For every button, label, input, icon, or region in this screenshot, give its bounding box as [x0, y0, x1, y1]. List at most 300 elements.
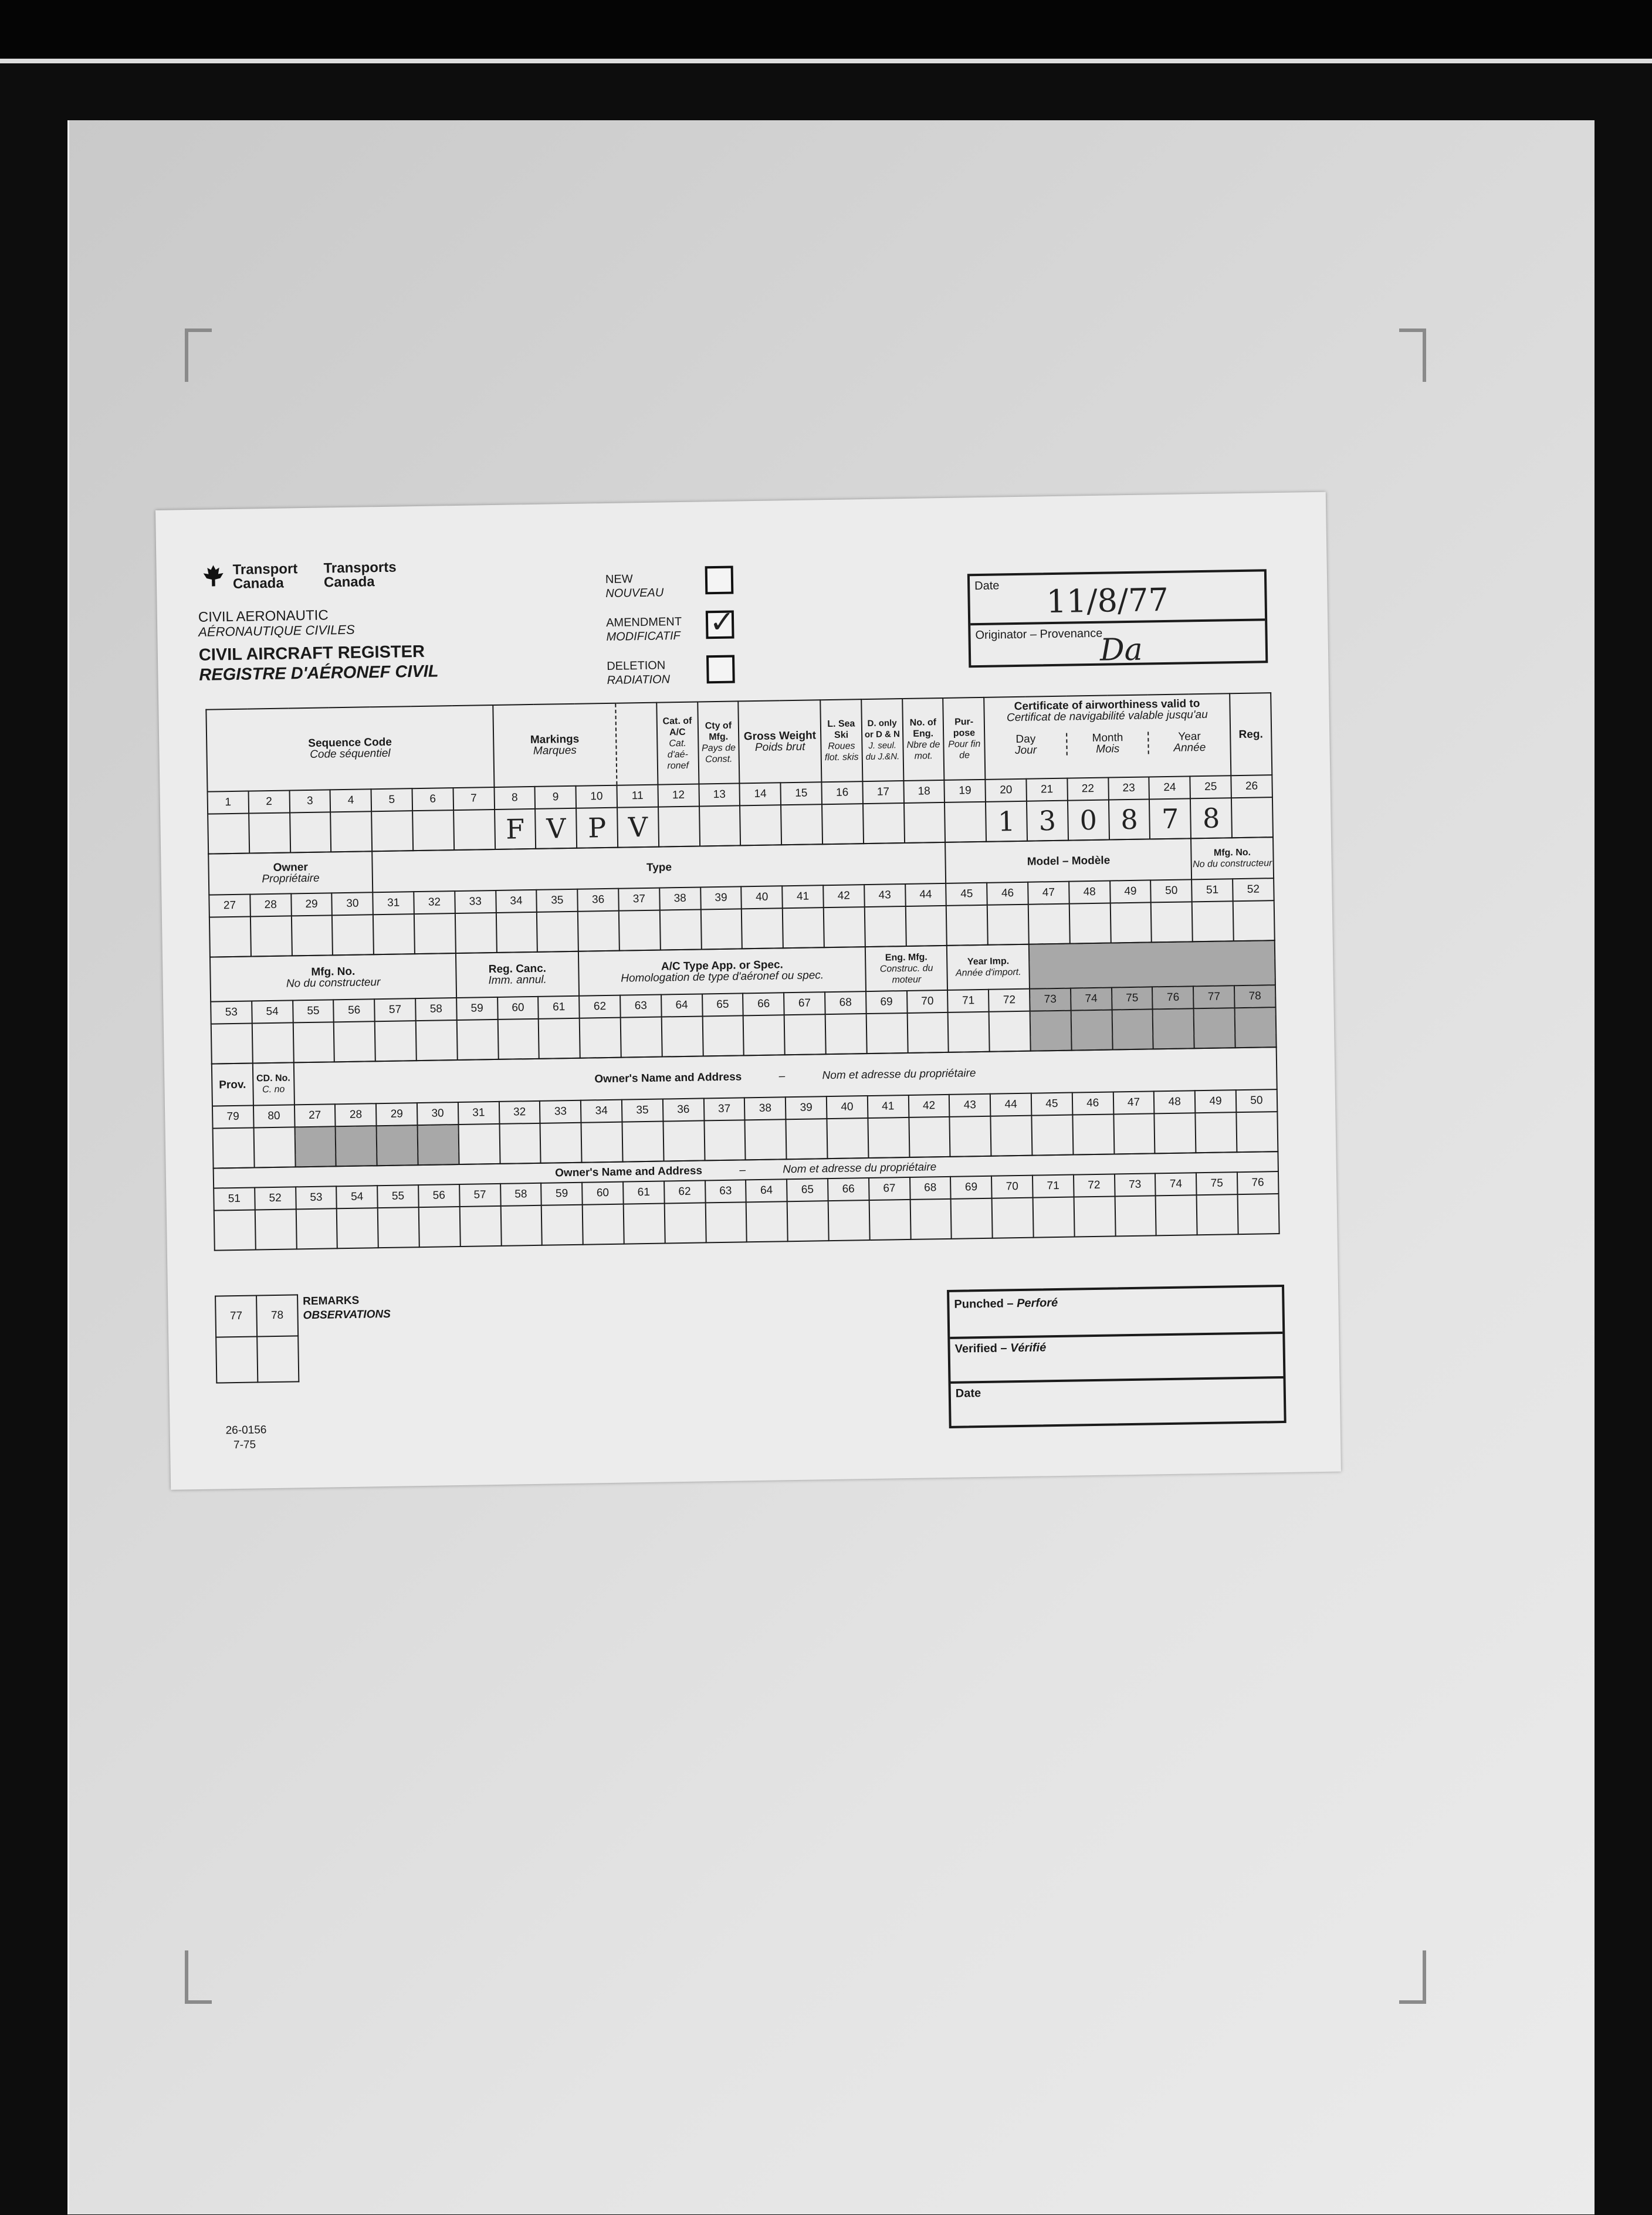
cell-value[interactable]	[1031, 1115, 1073, 1156]
col-num: 77	[215, 1295, 257, 1337]
cell-value[interactable]	[214, 1210, 256, 1250]
owner-header	[208, 851, 373, 895]
amendment-checkbox[interactable]	[706, 604, 736, 641]
crop-mark-bottom-left	[185, 1950, 212, 2004]
cell-value[interactable]	[499, 1123, 541, 1164]
col-num: 62	[664, 1180, 705, 1203]
cell-value[interactable]	[786, 1119, 828, 1159]
col-num: 1	[208, 791, 249, 814]
cd-no-label: CD. No.	[256, 1073, 290, 1084]
col-num: 55	[377, 1185, 418, 1208]
cell-value[interactable]	[784, 1014, 826, 1055]
cell-value[interactable]	[290, 812, 331, 852]
col-num: 45	[946, 883, 987, 906]
country-header	[698, 701, 740, 784]
cell-value[interactable]	[950, 1116, 991, 1157]
cell-value[interactable]	[1033, 1197, 1075, 1238]
eng-mfg-label: Eng. Mfg.	[885, 951, 927, 963]
crop-mark-top-right	[1399, 328, 1426, 382]
deletion-checkbox[interactable]	[706, 655, 735, 684]
col-num: 55	[293, 1000, 334, 1022]
purpose-header	[943, 697, 986, 780]
cat-header	[656, 702, 699, 785]
type-approval-label: A/C Type App. or Spec.	[661, 959, 784, 973]
col-num: 66	[828, 1178, 869, 1201]
col-num: 37	[618, 888, 659, 911]
col-num: 40	[827, 1096, 868, 1119]
cell-value[interactable]	[1192, 901, 1234, 941]
col-num: 71	[1032, 1175, 1074, 1198]
row2-table	[208, 836, 1275, 958]
processing-box	[947, 1285, 1287, 1428]
cell-value[interactable]	[213, 1128, 255, 1169]
lsea-header	[820, 699, 862, 782]
col-num: 46	[987, 882, 1028, 905]
deletion-label	[607, 658, 670, 687]
markings-spacer	[615, 703, 658, 785]
month-header	[1066, 731, 1148, 755]
cell-value[interactable]	[619, 910, 661, 951]
col-num: 65	[702, 993, 743, 1016]
mfg-number-label-fr: No du constructeur	[286, 976, 381, 990]
marking-letter[interactable]: P	[576, 808, 618, 848]
col-num: 10	[576, 785, 617, 808]
cell-value[interactable]	[1110, 902, 1152, 943]
film-border-top	[0, 0, 1652, 59]
cell-value[interactable]	[580, 1018, 621, 1058]
month-label-fr: Mois	[1096, 743, 1120, 756]
cell-value[interactable]	[216, 1336, 258, 1383]
shaded-cell	[1194, 1008, 1235, 1048]
mfg-no-header	[1191, 837, 1274, 879]
purpose-label-fr: Pour fin de	[948, 739, 981, 761]
day-label: Day	[1015, 733, 1036, 746]
cell-value[interactable]	[948, 1012, 990, 1052]
cell-value[interactable]	[622, 1122, 663, 1162]
cell-value[interactable]	[497, 1019, 539, 1059]
cell-value[interactable]	[1155, 1113, 1196, 1153]
verified-label: Verified –	[954, 1342, 1011, 1356]
marking-letter[interactable]: V	[617, 807, 659, 848]
col-num: 13	[699, 783, 740, 806]
cell-value[interactable]	[453, 810, 495, 850]
shaded-cell	[294, 1126, 336, 1167]
col-num: 46	[1072, 1092, 1113, 1115]
cell-value[interactable]	[1151, 902, 1193, 942]
cell-value[interactable]	[1237, 1194, 1279, 1234]
col-num: 42	[908, 1095, 949, 1117]
col-num: 52	[255, 1187, 296, 1210]
year-label-fr: Année	[1173, 741, 1206, 754]
originator-label: Originator – Provenance	[975, 626, 1103, 642]
markings-label-fr: Marques	[533, 744, 577, 757]
markings-header	[493, 703, 617, 787]
cd-no-header	[253, 1062, 294, 1105]
punched-label: Punched –	[954, 1297, 1017, 1311]
cell-value[interactable]	[1156, 1195, 1197, 1235]
col-num: 79	[212, 1106, 253, 1129]
cell-value[interactable]	[583, 1204, 624, 1245]
cell-value[interactable]	[496, 912, 537, 953]
cell-value[interactable]	[581, 1122, 623, 1163]
cell-value[interactable]	[1115, 1195, 1156, 1236]
shaded-cell	[418, 1125, 459, 1165]
cell-value[interactable]	[414, 913, 456, 954]
cell-value[interactable]	[331, 811, 373, 852]
cell-value[interactable]	[257, 1336, 299, 1382]
cell-value[interactable]	[1236, 1112, 1278, 1152]
cell-value[interactable]	[1072, 1114, 1114, 1154]
cell-value[interactable]	[459, 1206, 501, 1247]
col-num: 69	[866, 991, 907, 1014]
form-title-fr: REGISTRE D'AÉRONEF CIVIL	[199, 662, 439, 685]
col-num: 44	[990, 1093, 1031, 1116]
certificate-label-fr: Certificat de navigabilité valable jusqu'au	[1006, 708, 1208, 724]
col-num: 44	[905, 883, 946, 906]
col-num: 70	[907, 990, 948, 1013]
cell-value[interactable]	[412, 810, 454, 851]
cell-value[interactable]	[660, 909, 702, 950]
cell-value[interactable]	[742, 908, 783, 949]
col-num: 38	[744, 1097, 786, 1120]
col-num: 12	[658, 784, 699, 807]
cell-value[interactable]	[700, 909, 742, 949]
cell-value[interactable]	[989, 1011, 1031, 1052]
col-num: 6	[412, 788, 453, 811]
col-num: 72	[1074, 1174, 1115, 1197]
cell-value[interactable]	[868, 1117, 909, 1158]
reg-label: Reg.	[1238, 727, 1263, 741]
day-only-label-fr: J. seul. du J.&N.	[865, 740, 900, 763]
cell-value[interactable]	[865, 906, 906, 947]
cell-value[interactable]	[416, 1020, 458, 1061]
cell-value[interactable]	[332, 915, 374, 955]
cell-value[interactable]	[1231, 797, 1273, 838]
purpose-label: Pur- pose	[953, 717, 976, 739]
branch-en: CIVIL AERONAUTIC	[198, 607, 329, 625]
shaded-cell	[336, 1126, 377, 1166]
owner-name-label-2: Owner's Name and Address	[555, 1164, 703, 1179]
gross-weight-header	[739, 700, 822, 783]
cell-value[interactable]	[624, 1204, 665, 1244]
cert-date-digit[interactable]: 8	[1109, 799, 1150, 839]
cell-value[interactable]	[578, 911, 620, 951]
cert-date-digit[interactable]: 3	[1027, 801, 1068, 841]
cell-value[interactable]	[337, 1208, 378, 1248]
maple-leaf-icon	[203, 565, 224, 587]
cell-value[interactable]	[253, 1127, 295, 1167]
cell-value[interactable]	[907, 1012, 949, 1053]
col-num: 54	[337, 1186, 378, 1208]
new-label	[605, 571, 664, 601]
col-num: 23	[1108, 777, 1149, 800]
cell-value[interactable]	[537, 912, 578, 952]
engines-label-fr: Nbre de mot.	[906, 740, 940, 761]
prov-label: Prov.	[219, 1078, 246, 1091]
engines-header	[902, 698, 945, 781]
col-num: 64	[661, 994, 702, 1017]
cell-value[interactable]	[1233, 900, 1275, 941]
cell-value[interactable]	[863, 803, 905, 844]
col-num: 50	[1151, 879, 1192, 902]
col-num: 31	[458, 1102, 499, 1125]
cell-value[interactable]	[904, 802, 946, 843]
col-num: 64	[746, 1179, 787, 1202]
col-num: 63	[705, 1180, 746, 1203]
cell-value[interactable]	[702, 1015, 744, 1056]
cat-label: Cat. of A/C	[662, 716, 692, 737]
cert-date-digit[interactable]: 1	[986, 801, 1027, 842]
col-num: 31	[373, 892, 414, 915]
cell-value[interactable]	[1197, 1194, 1238, 1235]
col-num: 53	[211, 1001, 252, 1024]
cell-value[interactable]	[743, 1015, 785, 1055]
cell-value[interactable]	[991, 1116, 1032, 1156]
col-num: 51	[214, 1187, 255, 1210]
col-num: 59	[456, 997, 497, 1020]
col-num: 60	[497, 997, 539, 1020]
lsea-label: L. Sea Ski	[827, 719, 855, 740]
owner-name-label-fr-2: Nom et adresse du propriétaire	[783, 1160, 937, 1176]
cell-value[interactable]	[664, 1203, 706, 1243]
processing-date-label: Date	[955, 1387, 981, 1400]
cell-value[interactable]	[291, 915, 333, 956]
col-num: 9	[535, 786, 576, 809]
cell-value[interactable]	[787, 1201, 829, 1241]
col-num: 33	[455, 890, 496, 913]
col-num: 61	[539, 996, 580, 1019]
shaded-cell	[1153, 1008, 1194, 1049]
col-num: 56	[334, 999, 375, 1022]
cd-no-label-fr: C. no	[262, 1084, 285, 1095]
marking-letter[interactable]: V	[536, 808, 577, 849]
cell-value[interactable]	[740, 805, 781, 845]
cell-value[interactable]	[621, 1017, 662, 1058]
cell-value[interactable]	[658, 807, 700, 847]
col-num: 48	[1069, 881, 1110, 904]
col-num: 51	[1191, 879, 1233, 902]
sequence-code-header	[206, 705, 494, 792]
day-only-header	[861, 699, 903, 781]
cell-value[interactable]	[869, 1200, 910, 1240]
deletion-label-en: DELETION	[607, 659, 666, 673]
col-num: 68	[910, 1177, 951, 1200]
cell-value[interactable]	[539, 1018, 580, 1059]
col-num: 73	[1030, 988, 1071, 1011]
reg-header	[1230, 693, 1272, 775]
cell-value[interactable]	[910, 1199, 952, 1239]
date-value[interactable]: 11/8/77	[1046, 581, 1169, 621]
col-num: 57	[459, 1184, 500, 1207]
col-num: 58	[415, 998, 456, 1021]
col-num: 26	[1231, 775, 1272, 798]
cell-value[interactable]	[946, 905, 988, 946]
crop-mark-bottom-right	[1399, 1950, 1426, 2004]
col-num: 32	[499, 1101, 540, 1124]
cell-value[interactable]	[663, 1120, 705, 1161]
cell-value[interactable]	[1113, 1113, 1155, 1154]
cell-value[interactable]	[371, 811, 413, 851]
cat-label-fr: Cat. d'aé- ronef	[667, 738, 689, 771]
deletion-label-fr: RADIATION	[607, 673, 671, 687]
col-num: 70	[991, 1176, 1032, 1198]
cell-value[interactable]	[541, 1205, 583, 1245]
col-num: 20	[986, 779, 1027, 802]
processing-divider	[950, 1332, 1282, 1339]
col-num: 35	[622, 1099, 663, 1122]
cell-value[interactable]	[945, 802, 986, 842]
cell-value[interactable]	[909, 1117, 950, 1157]
col-num: 72	[989, 989, 1030, 1012]
remarks-table	[215, 1294, 299, 1383]
col-num: 75	[1112, 987, 1153, 1010]
cell-value[interactable]	[828, 1200, 870, 1241]
col-num: 34	[496, 890, 537, 913]
col-num: 30	[417, 1102, 458, 1125]
cell-value[interactable]	[704, 1120, 746, 1160]
crop-mark-top-left	[185, 328, 212, 382]
cell-value[interactable]	[783, 907, 824, 948]
cell-value[interactable]	[824, 907, 865, 947]
col-num: 2	[248, 790, 289, 813]
cell-value[interactable]	[375, 1021, 417, 1061]
col-num: 37	[703, 1098, 744, 1120]
col-num: 67	[784, 992, 825, 1015]
col-num: 27	[209, 895, 250, 917]
col-num: 56	[418, 1184, 459, 1207]
owner-label: Owner	[273, 861, 308, 874]
col-num: 62	[579, 995, 620, 1018]
branch-fr: AÉRONAUTIQUE CIVILES	[198, 622, 355, 639]
day-only-label: D. only or D & N	[864, 718, 901, 740]
cell-value[interactable]	[419, 1207, 461, 1247]
agency-en: Transport Canada	[232, 561, 298, 592]
year-imp-header	[947, 944, 1030, 990]
col-num: 29	[376, 1103, 417, 1126]
gross-weight-label-fr: Poids brut	[754, 740, 805, 754]
reg-canc-label: Reg. Canc.	[488, 962, 547, 976]
owner-name-dash-2: –	[739, 1163, 746, 1177]
col-num: 16	[821, 781, 862, 804]
cell-value[interactable]	[1069, 903, 1111, 944]
cell-value[interactable]	[705, 1202, 747, 1242]
col-num: 3	[289, 790, 330, 812]
col-num: 77	[1193, 985, 1234, 1008]
cell-value[interactable]	[249, 812, 290, 853]
cell-value[interactable]	[208, 814, 249, 854]
mfg-no-label-fr: No du constructeur	[1193, 858, 1272, 870]
agency-fr: Transports Canada	[323, 559, 397, 591]
cell-value[interactable]	[1195, 1112, 1237, 1153]
col-num: 69	[950, 1176, 991, 1199]
originator-value[interactable]: Da	[1099, 632, 1143, 668]
country-label: Cty of Mfg.	[705, 720, 732, 743]
cell-value[interactable]	[1028, 904, 1070, 944]
year-label: Year	[1178, 730, 1201, 743]
new-checkbox[interactable]	[705, 566, 734, 595]
cell-value[interactable]	[293, 1022, 334, 1062]
markings-label: Markings	[530, 733, 580, 747]
cell-value[interactable]	[500, 1205, 542, 1246]
cell-value[interactable]	[378, 1207, 419, 1248]
cell-value[interactable]	[457, 1020, 499, 1060]
cell-value[interactable]	[1074, 1196, 1115, 1237]
gross-weight-label: Gross Weight	[743, 729, 817, 743]
cell-value[interactable]	[905, 906, 947, 946]
cell-value[interactable]	[662, 1016, 703, 1056]
form-revision: 7-75	[233, 1438, 256, 1452]
col-num: 59	[541, 1183, 582, 1205]
eng-mfg-header	[865, 946, 948, 991]
cell-value[interactable]	[296, 1208, 337, 1249]
shaded-area	[1029, 940, 1275, 989]
col-num: 21	[1026, 778, 1067, 801]
cert-date-digit[interactable]: 0	[1068, 800, 1109, 841]
col-num: 36	[663, 1098, 704, 1121]
cell-value[interactable]	[255, 1209, 297, 1249]
col-num: 42	[823, 885, 864, 907]
col-num: 76	[1152, 986, 1193, 1009]
col-num: 35	[537, 889, 578, 912]
cell-value[interactable]	[827, 1118, 868, 1159]
cell-value[interactable]	[822, 804, 864, 844]
col-num: 78	[256, 1295, 298, 1336]
cert-date-digit[interactable]: 7	[1149, 798, 1191, 839]
cell-value[interactable]	[252, 1022, 294, 1063]
col-num: 18	[903, 780, 945, 803]
cell-value[interactable]	[699, 805, 741, 846]
cell-value[interactable]	[458, 1124, 500, 1164]
cell-value[interactable]	[334, 1021, 375, 1062]
year-imp-label-fr: Année d'import.	[955, 967, 1021, 978]
owner-name-dash: –	[778, 1069, 786, 1082]
col-num: 11	[617, 785, 658, 808]
cell-value[interactable]	[987, 905, 1029, 945]
owner-label-fr: Propriétaire	[262, 872, 320, 886]
cell-value[interactable]	[373, 914, 415, 954]
col-num: 52	[1233, 878, 1274, 901]
col-num: 73	[1115, 1173, 1156, 1196]
day-header	[985, 733, 1066, 757]
row4-table	[211, 1046, 1278, 1169]
cell-value[interactable]	[825, 1014, 867, 1054]
cell-value[interactable]	[746, 1201, 788, 1242]
shaded-cell	[1030, 1011, 1072, 1051]
cell-value[interactable]	[455, 913, 497, 953]
marking-letter[interactable]: F	[495, 809, 536, 849]
cell-value[interactable]	[250, 916, 292, 956]
col-num: 30	[332, 892, 373, 915]
cell-value[interactable]	[745, 1119, 787, 1160]
date-box-divider	[970, 618, 1265, 625]
cell-value[interactable]	[866, 1013, 908, 1054]
cell-value[interactable]	[211, 1024, 253, 1064]
cell-value[interactable]	[540, 1123, 582, 1163]
cell-value[interactable]	[781, 804, 822, 845]
cert-date-digit[interactable]: 8	[1190, 798, 1232, 838]
type-approval-header	[578, 947, 866, 996]
cell-value[interactable]	[209, 917, 251, 957]
reg-canc-label-fr: Imm. annul.	[488, 973, 547, 987]
col-num: 24	[1149, 776, 1190, 799]
type-approval-label-fr: Homologation de type d'aéronef ou spec.	[621, 969, 824, 985]
cell-value[interactable]	[992, 1198, 1034, 1238]
new-label-en: NEW	[605, 573, 633, 586]
processing-divider	[950, 1376, 1283, 1384]
cell-value[interactable]	[951, 1198, 993, 1239]
verified-line	[954, 1341, 1046, 1356]
col-num: 33	[540, 1100, 581, 1123]
